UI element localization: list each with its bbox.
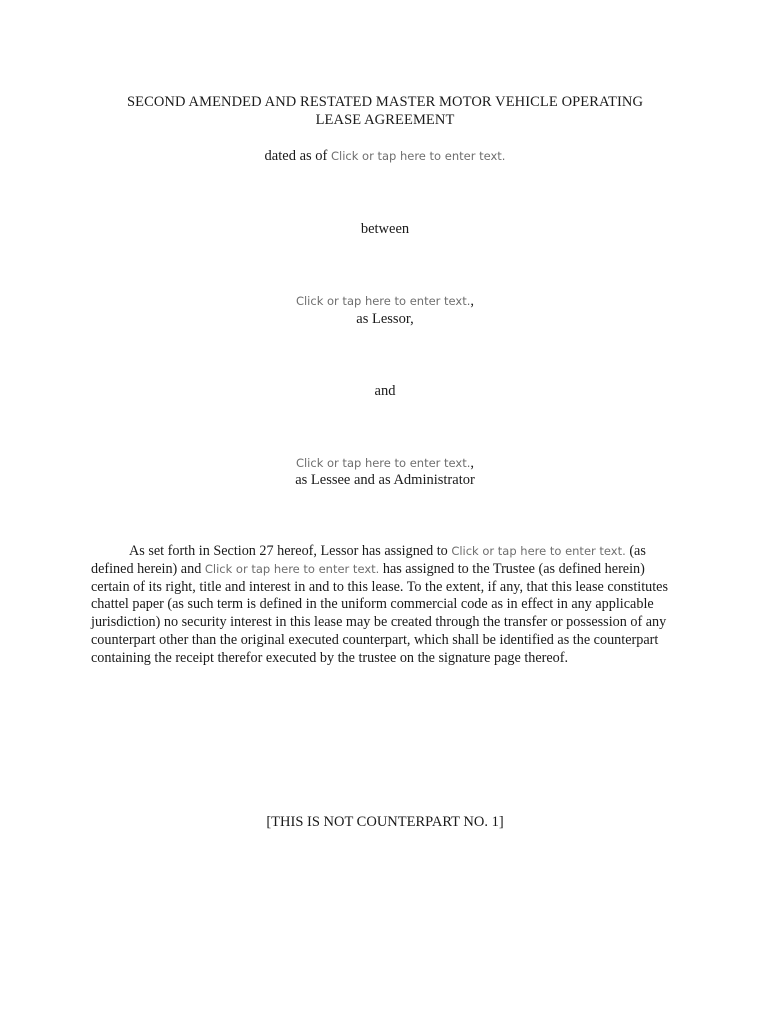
between-label: between bbox=[360, 221, 410, 237]
counterpart-notice: [THIS IS NOT COUNTERPART NO. 1] bbox=[266, 814, 504, 830]
document-title bbox=[100, 93, 670, 129]
assignment-paragraph bbox=[91, 543, 671, 668]
dated-line bbox=[0, 147, 770, 165]
paragraph-part-3: has assigned to the Trustee (as defined herein) certain of its right, title and interest in and to this lease. To the extent, if any, that this lease constitutes chattel paper (as such term is defined in the uniform commercial code as in effect in any applicable jurisdiction) no security interest in this lease may be created through the transfer or possession of any counterpart other than the original executed counterpart, which shall be identified as the counterpart containing the receipt therefor executed by the trustee on the signature page thereof. bbox=[91, 560, 669, 666]
lessor-role: as Lessor, bbox=[356, 311, 414, 327]
and-label: and bbox=[374, 383, 396, 399]
paragraph-part-2: (as defined herein) and bbox=[91, 543, 646, 577]
lessor-name-line bbox=[0, 292, 770, 310]
lessor-placeholder-field[interactable]: Click or tap here to enter text. bbox=[295, 294, 471, 308]
lessee-role: as Lessee and as Administrator bbox=[295, 472, 475, 488]
assignor-placeholder-field[interactable]: Click or tap here to enter text. bbox=[204, 561, 380, 576]
lessee-comma: , bbox=[470, 455, 475, 471]
date-placeholder-field[interactable]: Click or tap here to enter text. bbox=[330, 149, 506, 163]
paragraph-part-1: As set forth in Section 27 hereof, Lessor has assigned to bbox=[129, 543, 452, 559]
lessee-name-line bbox=[0, 454, 770, 472]
dated-prefix: dated as of bbox=[264, 148, 331, 164]
lessee-placeholder-field[interactable]: Click or tap here to enter text. bbox=[295, 456, 471, 470]
title-line-1: SECOND AMENDED AND RESTATED MASTER MOTOR VEHICLE OPERATING bbox=[126, 94, 644, 110]
lessor-comma: , bbox=[470, 293, 475, 309]
assignee-placeholder-field[interactable]: Click or tap here to enter text. bbox=[451, 544, 626, 558]
title-line-2: LEASE AGREEMENT bbox=[315, 112, 455, 128]
